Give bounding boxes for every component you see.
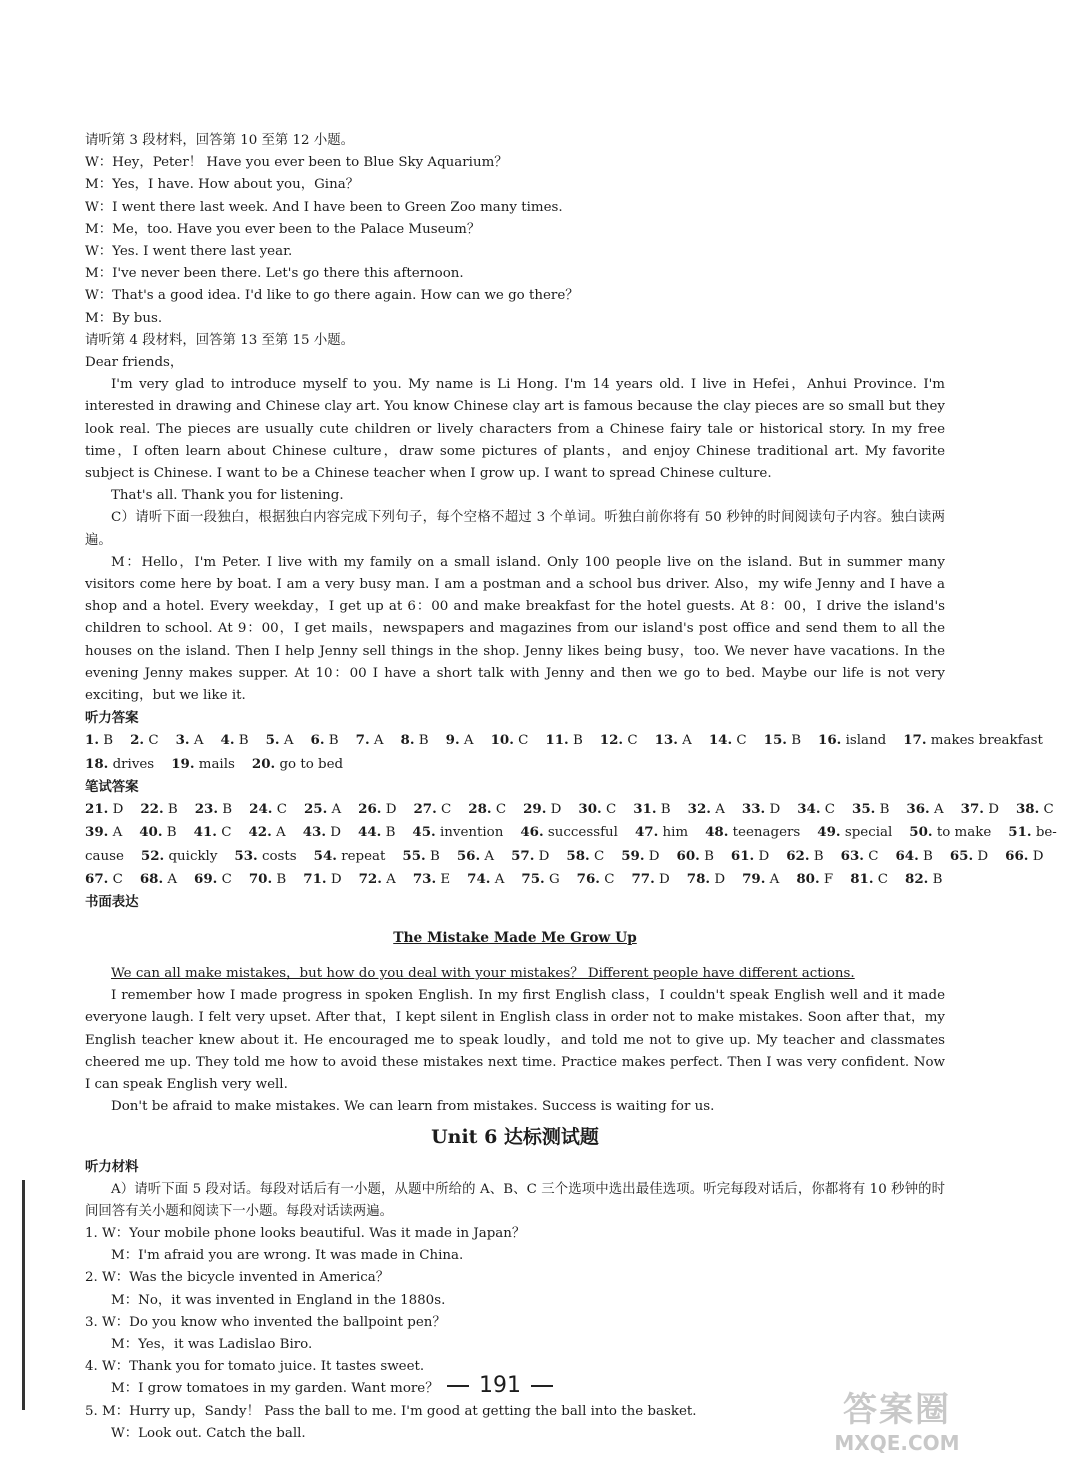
- answer-value: A: [283, 733, 294, 749]
- answer-value: D: [977, 848, 989, 864]
- answer-number: 78.: [686, 870, 711, 887]
- answer-value: A: [463, 733, 474, 749]
- answer-item: [906, 798, 943, 821]
- page-number-value: 191: [479, 1373, 521, 1398]
- answer-value: B: [418, 733, 429, 749]
- answer-number: 23.: [194, 801, 219, 818]
- answer-row: [85, 868, 945, 891]
- answer-item: [234, 845, 296, 868]
- answer-item: [905, 868, 942, 891]
- answer-number: 43.: [302, 824, 326, 841]
- answer-number: 32.: [687, 801, 711, 818]
- answer-number: 25.: [303, 801, 328, 818]
- answer-number: 18.: [85, 755, 109, 772]
- answer-value: B: [932, 871, 943, 887]
- answer-item: [742, 868, 779, 891]
- answer-item: [786, 845, 823, 868]
- answer-number: 64.: [895, 847, 919, 864]
- answer-item: [903, 729, 1043, 752]
- answer-item: [314, 845, 386, 868]
- answer-item: [248, 821, 285, 844]
- answer-number: 11.: [545, 732, 569, 749]
- answer-row: [85, 753, 945, 776]
- answer-value: B: [385, 825, 396, 841]
- answer-number: 5.: [265, 732, 280, 749]
- answer-value: A: [494, 871, 505, 887]
- answer-number: 52.: [140, 847, 165, 864]
- answer-value: C: [627, 733, 638, 749]
- answer-item: [195, 798, 232, 821]
- answer-number: 26.: [358, 801, 382, 818]
- answer-value: A: [331, 802, 342, 818]
- answer-value: C: [221, 825, 232, 841]
- answer-number: 44.: [358, 824, 382, 841]
- watermark-logo: [822, 1382, 972, 1455]
- answer-item: [655, 729, 692, 752]
- section3-heading: 请听第 3 段材料，回答第 10 至第 12 小题。: [85, 133, 354, 148]
- answer-value: B: [167, 802, 178, 818]
- answer-number: 10.: [490, 732, 514, 749]
- answer-number: 38.: [1015, 801, 1040, 818]
- answer-number: 73.: [412, 870, 437, 887]
- answer-item: [961, 798, 999, 821]
- answer-value: C: [877, 871, 888, 887]
- answer-number: 35.: [852, 801, 876, 818]
- answer-item: [677, 845, 714, 868]
- answer-item: [85, 868, 123, 891]
- answer-value: special: [844, 825, 893, 841]
- answer-item: [266, 729, 294, 752]
- answer-number: 20.: [251, 755, 276, 772]
- answer-row: [85, 845, 1044, 868]
- answer-number: 37.: [960, 801, 984, 818]
- answer-item: [566, 845, 604, 868]
- answer-number: 48.: [705, 824, 729, 841]
- answer-item: [545, 729, 582, 752]
- answer-value: C: [495, 802, 507, 818]
- answer-number: 24.: [249, 801, 273, 818]
- answer-item: [85, 753, 154, 776]
- answer-value: costs: [261, 848, 297, 864]
- answer-item: [909, 821, 991, 844]
- answer-value: B: [704, 848, 714, 864]
- letter-closing: That's all. Thank you for listening.: [111, 488, 344, 504]
- answer-item: [85, 846, 124, 868]
- answer-value: makes breakfast: [930, 733, 1043, 749]
- page-number-dash: [447, 1385, 469, 1387]
- answer-value: C: [605, 802, 617, 818]
- answer-value: G: [548, 871, 560, 887]
- answer-item: [742, 798, 780, 821]
- answer-number: 63.: [840, 847, 864, 864]
- answer-number: 12.: [599, 732, 624, 749]
- answer-row: [85, 821, 1057, 844]
- answer-number: 29.: [523, 801, 547, 818]
- answer-number: 71.: [303, 870, 327, 887]
- answer-number: 2.: [130, 732, 145, 749]
- answer-value: to make: [936, 825, 992, 841]
- answer-item: [249, 868, 286, 891]
- answer-item: [467, 868, 504, 891]
- dialog-line: W：Hey，Peter！ Have you ever been to Blue Sky Aquarium？: [85, 155, 508, 171]
- answer-value: C: [604, 871, 615, 887]
- answer-number: 76.: [576, 870, 600, 887]
- answer-number: 53.: [234, 847, 258, 864]
- answer-item: [796, 868, 833, 891]
- answer-number: 60.: [676, 847, 700, 864]
- answer-number: 65.: [949, 847, 974, 864]
- answer-item: [221, 729, 249, 752]
- answer-value: D: [330, 871, 342, 887]
- question-line: 3. W：Do you know who invented the ballpoint pen？: [85, 1314, 446, 1330]
- answer-item: [491, 729, 529, 752]
- answer-item: [85, 729, 113, 752]
- page-content: [85, 130, 1057, 1445]
- answer-line: M：I'm afraid you are wrong. It was made in China.: [111, 1248, 464, 1264]
- essay-conclusion: Don't be afraid to make mistakes. We can learn from mistakes. Success is waiting for us.: [111, 1099, 715, 1115]
- dialog-line: W：That's a good idea. I'd like to go there again. How can we go there？: [85, 288, 579, 304]
- answer-number: 47.: [634, 824, 659, 841]
- answer-number: 68.: [139, 870, 164, 887]
- answer-value: B: [660, 802, 671, 818]
- answer-line: M：Yes，it was Ladislao Biro.: [111, 1336, 313, 1352]
- answer-number: 58.: [566, 847, 590, 864]
- watermark-brand: 答案圈: [843, 1390, 951, 1430]
- answer-item: [358, 798, 396, 821]
- answer-item: [688, 798, 725, 821]
- answer-item: [817, 821, 892, 844]
- answer-value: B: [791, 733, 802, 749]
- answer-value: D: [112, 802, 124, 818]
- answer-number: 42.: [248, 824, 272, 841]
- answer-item: [446, 729, 474, 752]
- answer-item: [303, 821, 341, 844]
- answer-number: 36.: [906, 801, 930, 818]
- answer-item: [194, 821, 232, 844]
- question-line: 4. W：Thank you for tomato juice. It tastes sweet.: [85, 1359, 425, 1375]
- answer-number: 28.: [468, 801, 492, 818]
- question-line: 2. W：Was the bicycle invented in America？: [85, 1270, 390, 1286]
- dialog-line: M：Me，too. Have you ever been to the Palace Museum？: [85, 221, 481, 237]
- answer-item: [621, 845, 659, 868]
- answer-item: [457, 845, 494, 868]
- answer-value: drives: [112, 756, 155, 772]
- answer-number: 3.: [175, 732, 190, 749]
- answer-item: [85, 821, 122, 844]
- essay-body: I remember how I made progress in spoken English. In my first English class，I couldn't speak English well and it made everyone laugh. I felt very upset. After that，I kept silent in English class in order not to make mistakes. Soon after that，my English teacher knew about it. He encouraged me to speak loudly，and told me not to give up. My teacher and classmates cheered me up. They told me how to avoid these mistakes next time. Practice makes perfect. Then I was very confident. Now I can speak English very well.: [85, 988, 945, 1092]
- answer-item: [1005, 845, 1043, 868]
- answer-item: [252, 753, 343, 776]
- answer-number: 30.: [578, 801, 602, 818]
- answer-number: 13.: [654, 732, 678, 749]
- answer-number: 67.: [85, 870, 109, 887]
- answer-number: 62.: [786, 847, 810, 864]
- answer-value: A: [112, 825, 123, 841]
- answer-number: 34.: [797, 801, 821, 818]
- essay-opening: We can all make mistakes，but how do you deal with your mistakes？ Different people have different actions.: [111, 965, 855, 981]
- answer-number: 40.: [139, 824, 163, 841]
- page-number-dash: [531, 1385, 553, 1387]
- essay-title: The Mistake Made Me Grow Up: [393, 929, 637, 946]
- monologue-paragraph: M：Hello，I'm Peter. I live with my family on a small island. Only 100 people live on the island. But in summer many visitors come here by boat. I am a very busy man. I am a postman and a school bus driver. Also，my wife Jenny and I have a shop and a hotel. Every weekday，I get up at 6：00 and make breakfast for the hotel guests. At 8：00，I drive the island's children to school. At 9：00，I get mails，newspapers and magazines from our island's post office and send them to all the houses on the island. Then I help Jenny sell things in the shop. Jenny likes being busy，too. We never have vacations. In the evening Jenny makes supper. At 10：00 I have a short talk with Jenny and then we go to bed. Maybe our life is not very exciting，but we like it.: [85, 554, 945, 704]
- written-answers: [85, 798, 1057, 891]
- answer-item: [130, 729, 159, 752]
- answer-number: 22.: [140, 801, 164, 818]
- answer-item: [850, 868, 888, 891]
- answer-value: invention: [439, 825, 504, 841]
- answer-value: D: [758, 848, 770, 864]
- answer-item: [249, 798, 287, 821]
- answer-item: [401, 729, 429, 752]
- answer-value: B: [813, 848, 824, 864]
- answer-value: A: [193, 733, 204, 749]
- answer-item: [841, 845, 879, 868]
- answer-value: C: [441, 802, 452, 818]
- answer-item: [1016, 798, 1054, 821]
- answer-number: 45.: [412, 824, 436, 841]
- answer-value: be-: [1035, 825, 1057, 841]
- answer-value: B: [166, 825, 177, 841]
- written-answers-heading: 笔试答案: [85, 778, 139, 795]
- answer-value: C: [824, 802, 835, 818]
- answer-value: D: [769, 802, 781, 818]
- question-line: 5. M：Hurry up，Sandy！ Pass the ball to me. I'm good at getting the ball into the basket.: [85, 1403, 697, 1419]
- answer-number: 14.: [708, 732, 733, 749]
- answer-item: [818, 729, 886, 752]
- answer-item: [631, 868, 669, 891]
- answer-item: [358, 821, 395, 844]
- answer-item: [468, 798, 506, 821]
- listening-answers: [85, 729, 1043, 775]
- answer-item: [171, 753, 235, 776]
- answer-value: A: [167, 871, 178, 887]
- answer-number: 51.: [1008, 824, 1032, 841]
- answer-number: 75.: [521, 870, 545, 887]
- answer-value: C: [736, 733, 747, 749]
- answer-number: 17.: [903, 732, 927, 749]
- unit6-instruction: A）请听下面 5 段对话。每段对话后有一小题，从题中所给的 A、B、C 三个选项中选出最佳选项。听完每段对话后，你都将有 10 秒钟的时间回答有关小题和阅读下一小题。每段对话读两遍。: [85, 1181, 945, 1219]
- answer-value: B: [923, 848, 933, 864]
- answer-item: [709, 729, 747, 752]
- answer-row: [85, 798, 1054, 821]
- watermark-url: MXQE.COM: [834, 1431, 960, 1455]
- answer-item: [413, 798, 451, 821]
- answer-item: [194, 868, 232, 891]
- answer-item: [140, 798, 177, 821]
- answer-number: 41.: [193, 824, 217, 841]
- answer-item: [311, 729, 339, 752]
- answer-line: W：Look out. Catch the ball.: [111, 1425, 306, 1441]
- answer-number: 77.: [631, 870, 655, 887]
- answer-value: teenagers: [732, 825, 801, 841]
- answer-number: 57.: [511, 847, 535, 864]
- listening-answers-heading: 听力答案: [85, 710, 139, 727]
- answer-item: [1008, 821, 1057, 844]
- answer-value: repeat: [341, 848, 386, 864]
- answer-value: B: [103, 733, 114, 749]
- letter-paragraph: I'm very glad to introduce myself to you. My name is Li Hong. I'm 14 years old. I live in Hefei，Anhui Province. I'm interested in drawing and Chinese clay art. You know Chinese clay art is famous because the clay pieces are so small but they look real. The pieces are usually cute children or lively characters from a Chinese fairy tale or historical story. In my free time，I often learn about Chinese culture，draw some pictures of plants，and enjoy Chinese traditional art. My favorite subject is Chinese. I want to be a Chinese teacher when I grow up. I want to spread Chinese culture.: [85, 377, 945, 482]
- answer-number: 27.: [413, 801, 437, 818]
- answer-item: [578, 798, 616, 821]
- answer-value: B: [879, 802, 890, 818]
- answer-number: 72.: [358, 870, 382, 887]
- dialog-line: W：Yes. I went there last year.: [85, 244, 293, 260]
- answer-number: 39.: [85, 824, 109, 841]
- answer-item: [705, 821, 800, 844]
- answer-item: [577, 868, 615, 891]
- answer-value: mails: [198, 756, 235, 772]
- answer-item: [600, 729, 638, 752]
- answer-value: B: [328, 733, 339, 749]
- question-line: 1. W：Your mobile phone looks beautiful. Was it made in Japan？: [85, 1225, 526, 1241]
- answer-number: 15.: [763, 732, 787, 749]
- answer-value: D: [659, 871, 670, 887]
- answer-item: [176, 729, 204, 752]
- answer-value: D: [330, 825, 341, 841]
- dialog-line: W：I went there last week. And I have been to Green Zoo many times.: [85, 199, 563, 215]
- answer-item: [413, 868, 450, 891]
- answer-item: [303, 868, 341, 891]
- answer-value: A: [682, 733, 692, 749]
- answer-number: 33.: [741, 801, 766, 818]
- answer-value: A: [373, 733, 384, 749]
- answer-value: D: [988, 802, 999, 818]
- dialog-line: M：By bus.: [85, 310, 163, 326]
- answer-item: [797, 798, 835, 821]
- answer-number: 4.: [220, 732, 235, 749]
- answer-item: [520, 821, 618, 844]
- answer-value: A: [484, 848, 495, 864]
- answer-number: 31.: [633, 801, 657, 818]
- answer-number: 1.: [85, 732, 99, 749]
- answer-value: C: [868, 848, 879, 864]
- answer-value: A: [715, 802, 725, 818]
- writing-heading: 书面表达: [85, 893, 139, 910]
- answer-number: 6.: [310, 732, 325, 749]
- answer-item: [412, 821, 503, 844]
- answer-number: 81.: [850, 870, 874, 887]
- answer-value: D: [1032, 848, 1044, 864]
- answer-value: D: [538, 848, 550, 864]
- answer-value: C: [112, 871, 123, 887]
- answer-value: C: [221, 871, 232, 887]
- answer-number: 74.: [467, 870, 491, 887]
- answer-item: [635, 821, 688, 844]
- answer-item: [359, 868, 396, 891]
- answer-number: 69.: [194, 870, 218, 887]
- answer-item: [895, 845, 932, 868]
- answer-number: 19.: [171, 755, 195, 772]
- answer-number: 8.: [400, 732, 415, 749]
- answer-number: 82.: [905, 870, 929, 887]
- answer-number: 70.: [248, 870, 273, 887]
- answer-item: [687, 868, 725, 891]
- answer-number: 50.: [909, 824, 933, 841]
- answer-item: [511, 845, 549, 868]
- answer-value: him: [662, 825, 689, 841]
- dialog-line: M：I've never been there. Let's go there this afternoon.: [85, 266, 464, 282]
- answer-number: 54.: [313, 847, 337, 864]
- answer-value: C: [276, 802, 287, 818]
- answer-item: [521, 868, 559, 891]
- answer-value: cause: [85, 848, 124, 864]
- answer-number: 46.: [520, 824, 544, 841]
- answer-number: 59.: [621, 847, 645, 864]
- answer-value: B: [572, 733, 583, 749]
- answer-number: 79.: [742, 870, 766, 887]
- answer-value: A: [769, 871, 780, 887]
- answer-item: [139, 821, 176, 844]
- answer-value: B: [222, 802, 233, 818]
- answer-item: [764, 729, 801, 752]
- answer-value: B: [276, 871, 287, 887]
- answer-value: C: [148, 733, 159, 749]
- answer-item: [950, 845, 988, 868]
- answer-value: A: [386, 871, 396, 887]
- answer-value: E: [440, 871, 451, 887]
- answer-value: D: [550, 802, 562, 818]
- answer-value: A: [933, 802, 944, 818]
- answer-item: [85, 798, 123, 821]
- answer-item: [523, 798, 561, 821]
- dialog-line: M：Yes，I have. How about you，Gina？: [85, 177, 360, 193]
- answer-value: C: [1043, 802, 1054, 818]
- answer-number: 66.: [1005, 847, 1029, 864]
- answer-number: 49.: [817, 824, 841, 841]
- answer-number: 61.: [730, 847, 755, 864]
- answer-value: F: [823, 871, 834, 887]
- letter-greeting: Dear friends，: [85, 355, 184, 371]
- answer-number: 56.: [456, 847, 481, 864]
- answer-value: D: [648, 848, 660, 864]
- answer-value: successful: [547, 825, 618, 841]
- answer-value: A: [276, 825, 286, 841]
- section4-heading: 请听第 4 段材料，回答第 13 至第 15 小题。: [85, 332, 354, 348]
- answer-item: [402, 845, 439, 868]
- answer-number: 55.: [402, 847, 426, 864]
- answer-number: 7.: [355, 732, 370, 749]
- answer-value: quickly: [168, 848, 218, 864]
- answer-value: B: [429, 848, 440, 864]
- answer-value: B: [238, 733, 249, 749]
- section-c-instruction: C）请听下面一段独白，根据独白内容完成下列句子，每个空格不超过 3 个单词。听独白前你将有 50 秒钟的时间阅读句子内容。独白读两遍。: [85, 510, 945, 548]
- answer-item: [731, 845, 769, 868]
- answer-row: [85, 729, 1043, 752]
- answer-number: 80.: [796, 870, 820, 887]
- answer-line: M：I grow tomatoes in my garden. Want more？: [111, 1381, 439, 1397]
- answer-item: [633, 798, 670, 821]
- answer-value: island: [845, 733, 887, 749]
- unit6-heading: Unit 6 达标测试题: [431, 1126, 599, 1149]
- answer-item: [140, 868, 177, 891]
- answer-number: 16.: [818, 732, 842, 749]
- answer-value: C: [518, 733, 529, 749]
- answer-value: C: [593, 848, 605, 864]
- unit6-subheading: 听力材料: [85, 1159, 139, 1176]
- answer-value: go to bed: [279, 756, 344, 772]
- answer-number: 9.: [445, 732, 460, 749]
- answer-item: [356, 729, 384, 752]
- answer-item: [304, 798, 341, 821]
- answer-value: D: [714, 871, 726, 887]
- answer-value: D: [385, 802, 397, 818]
- answer-number: 21.: [85, 801, 109, 818]
- answer-line: M：No，it was invented in England in the 1880s.: [111, 1292, 446, 1308]
- answer-item: [141, 845, 218, 868]
- answer-item: [852, 798, 889, 821]
